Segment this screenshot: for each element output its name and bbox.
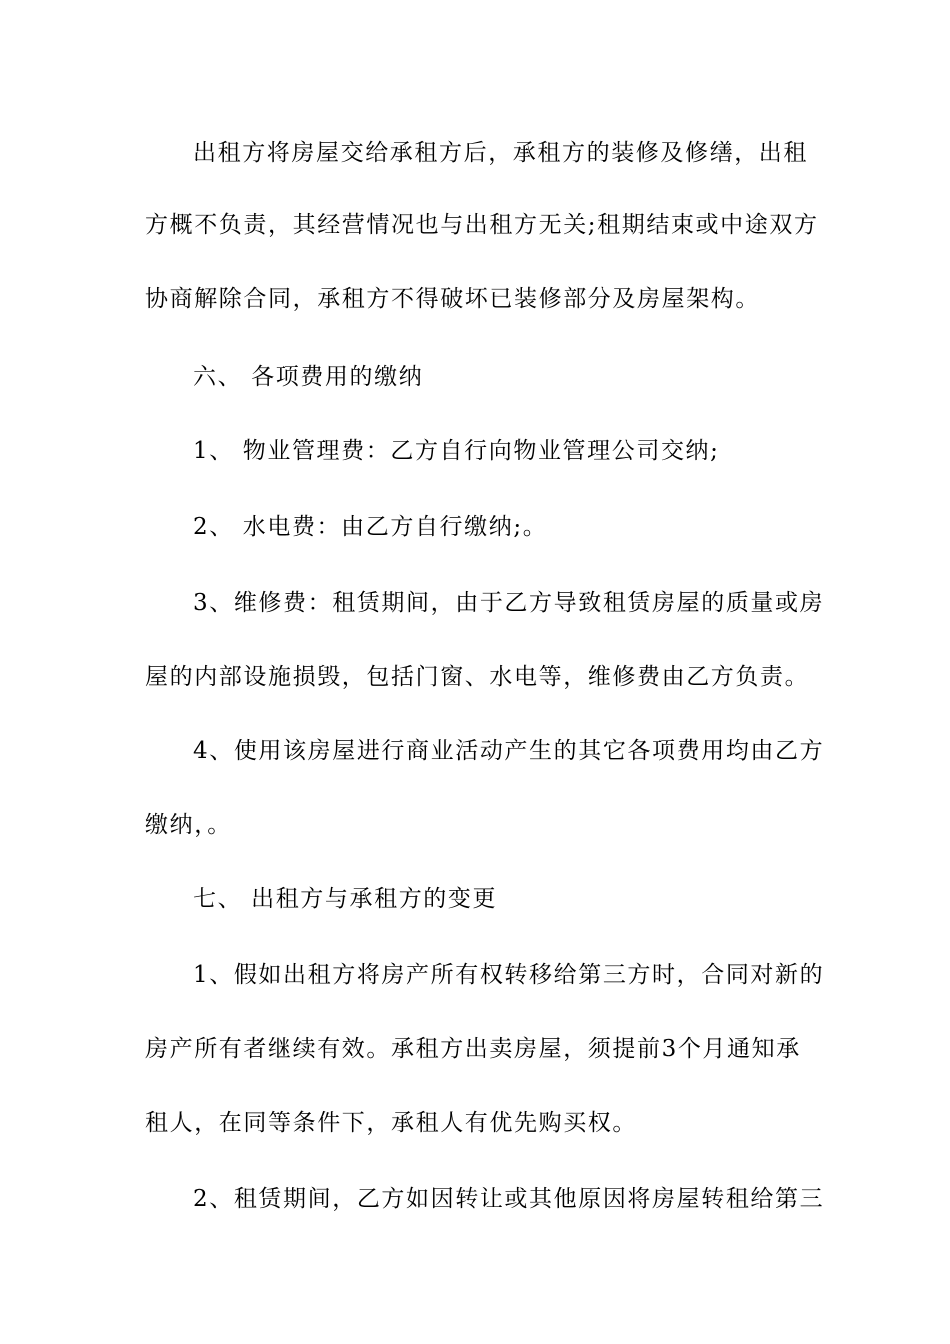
paragraph-line: 房产所有者继续有效。承租方出卖房屋，须提前3个月通知承 xyxy=(145,1036,801,1062)
section-heading: 六、 各项费用的缴纳 xyxy=(193,364,424,390)
list-item: 1、 物业管理费：乙方自行向物业管理公司交纳; xyxy=(193,438,720,464)
paragraph-line: 屋的内部设施损毁，包括门窗、水电等，维修费由乙方负责。 xyxy=(145,664,810,690)
paragraph-line: 协商解除合同，承租方不得破坏已装修部分及房屋架构。 xyxy=(145,286,760,312)
list-item: 1、假如出租方将房产所有权转移给第三方时，合同对新的 xyxy=(193,962,825,988)
list-item: 4、使用该房屋进行商业活动产生的其它各项费用均由乙方 xyxy=(193,738,825,764)
list-item: 2、租赁期间，乙方如因转让或其他原因将房屋转租给第三 xyxy=(193,1186,825,1212)
paragraph-line: 出租方将房屋交给承租方后，承租方的装修及修缮，出租 xyxy=(193,140,808,166)
section-heading: 七、 出租方与承租方的变更 xyxy=(193,886,498,912)
list-item: 2、 水电费：由乙方自行缴纳;。 xyxy=(193,514,548,540)
list-item: 3、维修费：租赁期间，由于乙方导致租赁房屋的质量或房 xyxy=(193,590,825,616)
paragraph-line: 租人，在同等条件下，承租人有优先购买权。 xyxy=(145,1110,637,1136)
paragraph-line: 方概不负责，其经营情况也与出租方无关;租期结束或中途双方 xyxy=(145,212,819,238)
paragraph-line: 缴纳，。 xyxy=(145,812,232,838)
